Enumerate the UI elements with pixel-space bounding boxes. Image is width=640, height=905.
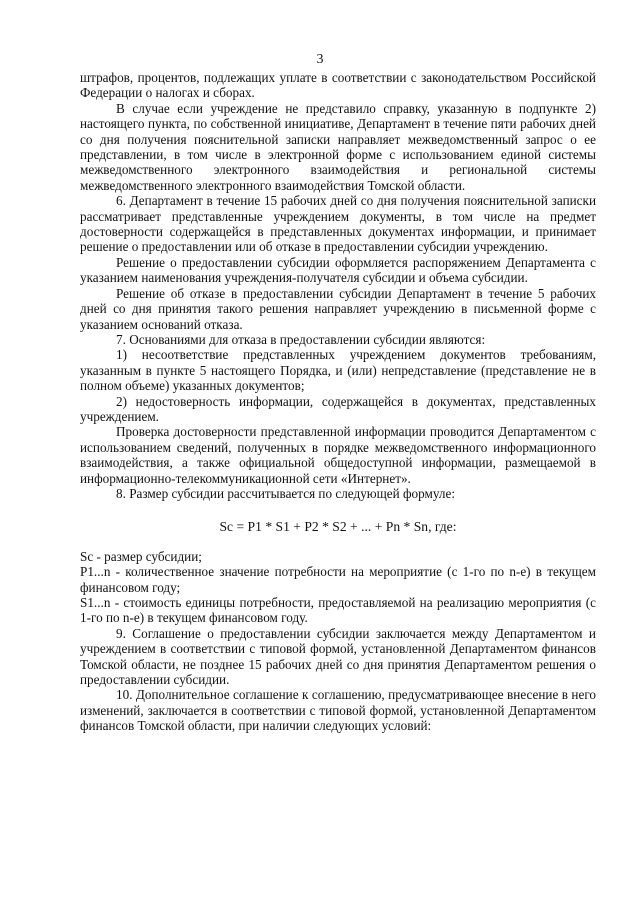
paragraph-clause-8: 8. Размер субсидии рассчитывается по следующей формуле: (116, 485, 455, 501)
paragraph-continuation: штрафов, процентов, подлежащих уплате в соответствии с законодательством Российской Федерации о налогах и сборах. (80, 70, 596, 101)
page-number: 3 (316, 52, 324, 67)
paragraph-clause-9: 9. Соглашение о предоставлении субсидии заключается между Департаментом и учреждением в соответствии с типовой формой, установленной Департаментом финансов Томской области, не позднее 15 рабочих дней со дня принятия Департаментом решения о предоставлении субсидии. (80, 625, 596, 688)
paragraph-clause-10: 10. Дополнительное соглашение к соглашению, предусматривающее внесение в него изменений, заключается в соответствии с типовой формой, установленной Департаментом финансов Томской области, при наличии следующих условий: (80, 687, 596, 734)
paragraph-clause-6: 6. Департамент в течение 15 рабочих дней со дня получения пояснительной записки рассматривает представленные учреждением документы, в том числе на предмет достоверности содержащейся в представленных документах информации, и принимает решение о предоставлении или об отказе в предоставлении субсидии учреждению. (80, 193, 596, 255)
paragraph-decision-refusal: Решение об отказе в предоставлении субсидии Департамент в течение 5 рабочих дней со дня принятия такого решения направляет учреждению в письменной форме с указанием оснований отказа. (80, 285, 596, 332)
paragraph-clause-7-item-1: 1) несоответствие представленных учреждением документов требованиям, указанным в пункте 5 настоящего Порядка, и (или) непредставление (представление не в полном объеме) указанных документов; (80, 347, 596, 394)
paragraph-verification: Проверка достоверности представленной информации проводится Департаментом с использованием сведений, полученных в порядке межведомственного информационного взаимодействия, а также официальной общедоступной информации, размещаемой в информационно-телекоммуникационной сети «Интернет». (80, 424, 596, 486)
paragraph-decision-order: Решение о предоставлении субсидии оформляется распоряжением Департамента с указанием наименования учреждения-получателя субсидии и объема субсидии. (80, 254, 596, 286)
paragraph-clause-7-item-2: 2) недостоверность информации, содержащейся в документах, представленных учреждением. (80, 393, 596, 424)
paragraph-interagency-request: В случае если учреждение не представило справку, указанную в подпункте 2) настоящего пункта, по собственной инициативе, Департамент в течение пяти рабочих дней со дня получения пояснительной записки направляет межведомственный запрос о ее представлении, в том числе в электронной форме с использованием единой системы межведомственного электронного взаимодействия и региональной системы межведомственного электронного взаимодействия Томской области. (80, 100, 596, 193)
paragraph-clause-7: 7. Основаниями для отказа в предоставлении субсидии являются: (116, 331, 486, 347)
subsidy-formula: Sc = P1 * S1 + P2 * S2 + ... + Pn * Sn, где: (219, 519, 457, 535)
definition-p: P1...n - количественное значение потребности на мероприятие (с 1-го по n-е) в текущем финансовом году; (80, 564, 596, 595)
definition-sc: Sc - размер субсидии; (80, 548, 202, 564)
definition-s: S1...n - стоимость единицы потребности, предоставляемой на реализацию мероприятия (с 1-го по n-е) в текущем финансовом году. (80, 595, 596, 626)
document-body (80, 70, 596, 734)
